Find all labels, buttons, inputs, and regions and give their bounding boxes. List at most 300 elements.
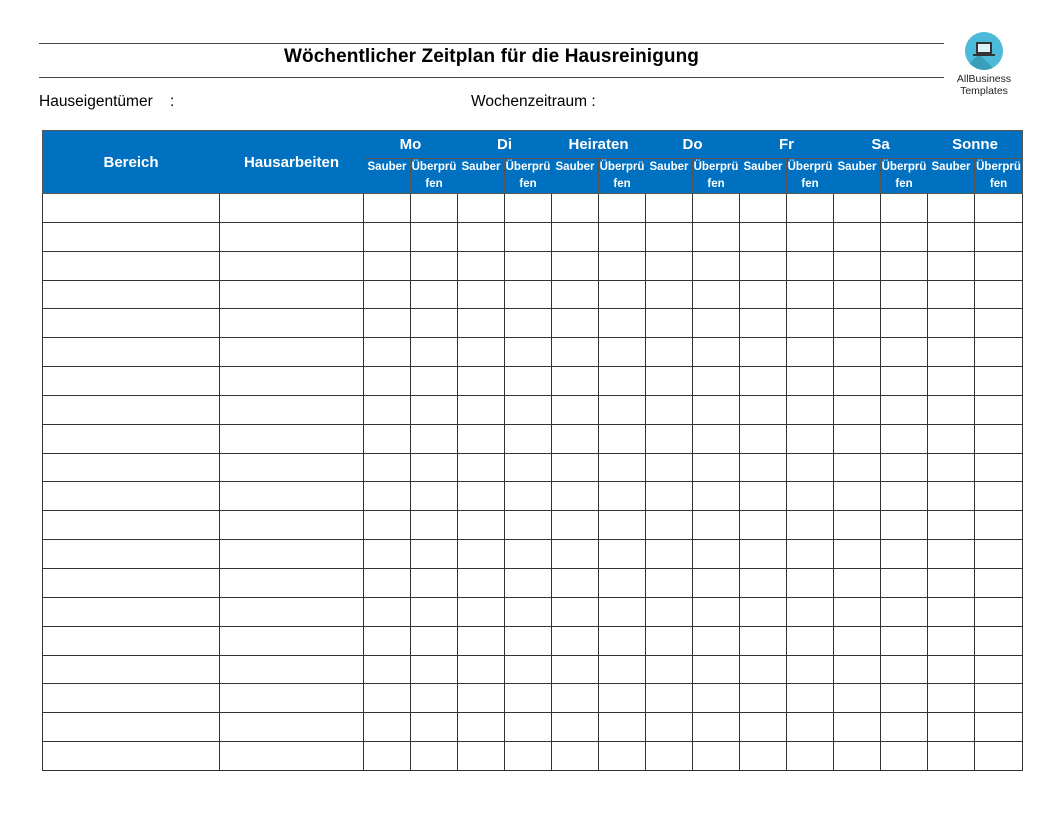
clean-checkbox-cell[interactable] [552, 453, 599, 482]
clean-checkbox-cell[interactable] [646, 684, 693, 713]
chore-cell[interactable] [220, 280, 364, 309]
clean-checkbox-cell[interactable] [458, 742, 505, 771]
check-checkbox-cell[interactable] [693, 655, 740, 684]
clean-checkbox-cell[interactable] [364, 482, 411, 511]
clean-checkbox-cell[interactable] [740, 338, 787, 367]
clean-checkbox-cell[interactable] [552, 568, 599, 597]
check-checkbox-cell[interactable] [693, 626, 740, 655]
check-checkbox-cell[interactable] [599, 395, 646, 424]
clean-checkbox-cell[interactable] [740, 684, 787, 713]
chore-cell[interactable] [220, 626, 364, 655]
clean-checkbox-cell[interactable] [740, 713, 787, 742]
check-checkbox-cell[interactable] [411, 309, 458, 338]
clean-checkbox-cell[interactable] [364, 568, 411, 597]
check-checkbox-cell[interactable] [975, 482, 1023, 511]
check-checkbox-cell[interactable] [881, 597, 928, 626]
check-checkbox-cell[interactable] [787, 222, 834, 251]
check-checkbox-cell[interactable] [599, 222, 646, 251]
check-checkbox-cell[interactable] [693, 482, 740, 511]
check-checkbox-cell[interactable] [881, 280, 928, 309]
clean-checkbox-cell[interactable] [364, 367, 411, 396]
clean-checkbox-cell[interactable] [646, 338, 693, 367]
check-checkbox-cell[interactable] [975, 395, 1023, 424]
clean-checkbox-cell[interactable] [646, 597, 693, 626]
check-checkbox-cell[interactable] [787, 395, 834, 424]
clean-checkbox-cell[interactable] [740, 251, 787, 280]
area-cell[interactable] [43, 568, 220, 597]
check-checkbox-cell[interactable] [411, 222, 458, 251]
check-checkbox-cell[interactable] [787, 713, 834, 742]
check-checkbox-cell[interactable] [881, 568, 928, 597]
check-checkbox-cell[interactable] [693, 597, 740, 626]
check-checkbox-cell[interactable] [881, 395, 928, 424]
chore-cell[interactable] [220, 511, 364, 540]
clean-checkbox-cell[interactable] [834, 742, 881, 771]
clean-checkbox-cell[interactable] [364, 280, 411, 309]
chore-cell[interactable] [220, 597, 364, 626]
clean-checkbox-cell[interactable] [834, 194, 881, 223]
clean-checkbox-cell[interactable] [364, 684, 411, 713]
clean-checkbox-cell[interactable] [458, 655, 505, 684]
area-cell[interactable] [43, 222, 220, 251]
check-checkbox-cell[interactable] [599, 251, 646, 280]
clean-checkbox-cell[interactable] [834, 280, 881, 309]
clean-checkbox-cell[interactable] [834, 597, 881, 626]
check-checkbox-cell[interactable] [787, 655, 834, 684]
check-checkbox-cell[interactable] [693, 222, 740, 251]
clean-checkbox-cell[interactable] [364, 597, 411, 626]
clean-checkbox-cell[interactable] [740, 194, 787, 223]
check-checkbox-cell[interactable] [599, 568, 646, 597]
clean-checkbox-cell[interactable] [364, 395, 411, 424]
check-checkbox-cell[interactable] [505, 338, 552, 367]
clean-checkbox-cell[interactable] [740, 540, 787, 569]
check-checkbox-cell[interactable] [505, 655, 552, 684]
check-checkbox-cell[interactable] [787, 597, 834, 626]
check-checkbox-cell[interactable] [505, 309, 552, 338]
clean-checkbox-cell[interactable] [458, 395, 505, 424]
check-checkbox-cell[interactable] [693, 453, 740, 482]
clean-checkbox-cell[interactable] [740, 655, 787, 684]
check-checkbox-cell[interactable] [599, 482, 646, 511]
check-checkbox-cell[interactable] [411, 280, 458, 309]
check-checkbox-cell[interactable] [411, 597, 458, 626]
check-checkbox-cell[interactable] [693, 568, 740, 597]
check-checkbox-cell[interactable] [599, 713, 646, 742]
clean-checkbox-cell[interactable] [740, 280, 787, 309]
check-checkbox-cell[interactable] [787, 280, 834, 309]
chore-cell[interactable] [220, 684, 364, 713]
check-checkbox-cell[interactable] [599, 742, 646, 771]
check-checkbox-cell[interactable] [505, 194, 552, 223]
check-checkbox-cell[interactable] [599, 540, 646, 569]
check-checkbox-cell[interactable] [693, 684, 740, 713]
clean-checkbox-cell[interactable] [458, 453, 505, 482]
clean-checkbox-cell[interactable] [834, 367, 881, 396]
check-checkbox-cell[interactable] [975, 568, 1023, 597]
check-checkbox-cell[interactable] [881, 194, 928, 223]
clean-checkbox-cell[interactable] [740, 453, 787, 482]
check-checkbox-cell[interactable] [505, 626, 552, 655]
area-cell[interactable] [43, 540, 220, 569]
clean-checkbox-cell[interactable] [552, 280, 599, 309]
check-checkbox-cell[interactable] [787, 309, 834, 338]
clean-checkbox-cell[interactable] [834, 626, 881, 655]
check-checkbox-cell[interactable] [599, 453, 646, 482]
check-checkbox-cell[interactable] [881, 655, 928, 684]
clean-checkbox-cell[interactable] [928, 251, 975, 280]
clean-checkbox-cell[interactable] [928, 222, 975, 251]
check-checkbox-cell[interactable] [975, 338, 1023, 367]
clean-checkbox-cell[interactable] [458, 251, 505, 280]
clean-checkbox-cell[interactable] [834, 655, 881, 684]
clean-checkbox-cell[interactable] [928, 713, 975, 742]
area-cell[interactable] [43, 367, 220, 396]
clean-checkbox-cell[interactable] [364, 309, 411, 338]
check-checkbox-cell[interactable] [411, 540, 458, 569]
check-checkbox-cell[interactable] [975, 713, 1023, 742]
clean-checkbox-cell[interactable] [834, 684, 881, 713]
clean-checkbox-cell[interactable] [552, 251, 599, 280]
check-checkbox-cell[interactable] [787, 511, 834, 540]
clean-checkbox-cell[interactable] [834, 540, 881, 569]
clean-checkbox-cell[interactable] [928, 540, 975, 569]
clean-checkbox-cell[interactable] [646, 453, 693, 482]
clean-checkbox-cell[interactable] [646, 568, 693, 597]
clean-checkbox-cell[interactable] [928, 655, 975, 684]
clean-checkbox-cell[interactable] [646, 713, 693, 742]
clean-checkbox-cell[interactable] [646, 742, 693, 771]
area-cell[interactable] [43, 482, 220, 511]
clean-checkbox-cell[interactable] [646, 511, 693, 540]
check-checkbox-cell[interactable] [975, 251, 1023, 280]
check-checkbox-cell[interactable] [505, 540, 552, 569]
clean-checkbox-cell[interactable] [834, 482, 881, 511]
clean-checkbox-cell[interactable] [928, 482, 975, 511]
check-checkbox-cell[interactable] [975, 222, 1023, 251]
chore-cell[interactable] [220, 742, 364, 771]
check-checkbox-cell[interactable] [787, 251, 834, 280]
chore-cell[interactable] [220, 194, 364, 223]
clean-checkbox-cell[interactable] [458, 713, 505, 742]
clean-checkbox-cell[interactable] [834, 568, 881, 597]
check-checkbox-cell[interactable] [505, 597, 552, 626]
check-checkbox-cell[interactable] [975, 684, 1023, 713]
area-cell[interactable] [43, 684, 220, 713]
clean-checkbox-cell[interactable] [834, 222, 881, 251]
clean-checkbox-cell[interactable] [364, 713, 411, 742]
check-checkbox-cell[interactable] [411, 367, 458, 396]
check-checkbox-cell[interactable] [693, 251, 740, 280]
chore-cell[interactable] [220, 540, 364, 569]
check-checkbox-cell[interactable] [411, 742, 458, 771]
check-checkbox-cell[interactable] [411, 655, 458, 684]
check-checkbox-cell[interactable] [693, 194, 740, 223]
check-checkbox-cell[interactable] [693, 395, 740, 424]
clean-checkbox-cell[interactable] [458, 280, 505, 309]
check-checkbox-cell[interactable] [411, 511, 458, 540]
clean-checkbox-cell[interactable] [834, 424, 881, 453]
check-checkbox-cell[interactable] [505, 424, 552, 453]
clean-checkbox-cell[interactable] [458, 309, 505, 338]
check-checkbox-cell[interactable] [411, 424, 458, 453]
chore-cell[interactable] [220, 568, 364, 597]
check-checkbox-cell[interactable] [975, 540, 1023, 569]
clean-checkbox-cell[interactable] [458, 568, 505, 597]
check-checkbox-cell[interactable] [693, 309, 740, 338]
clean-checkbox-cell[interactable] [364, 222, 411, 251]
check-checkbox-cell[interactable] [881, 453, 928, 482]
check-checkbox-cell[interactable] [411, 338, 458, 367]
chore-cell[interactable] [220, 424, 364, 453]
check-checkbox-cell[interactable] [599, 655, 646, 684]
check-checkbox-cell[interactable] [599, 626, 646, 655]
chore-cell[interactable] [220, 713, 364, 742]
check-checkbox-cell[interactable] [975, 742, 1023, 771]
check-checkbox-cell[interactable] [693, 424, 740, 453]
chore-cell[interactable] [220, 453, 364, 482]
clean-checkbox-cell[interactable] [552, 222, 599, 251]
clean-checkbox-cell[interactable] [364, 655, 411, 684]
check-checkbox-cell[interactable] [881, 511, 928, 540]
check-checkbox-cell[interactable] [693, 713, 740, 742]
check-checkbox-cell[interactable] [881, 626, 928, 655]
check-checkbox-cell[interactable] [787, 742, 834, 771]
clean-checkbox-cell[interactable] [740, 395, 787, 424]
check-checkbox-cell[interactable] [881, 367, 928, 396]
clean-checkbox-cell[interactable] [364, 194, 411, 223]
check-checkbox-cell[interactable] [787, 568, 834, 597]
check-checkbox-cell[interactable] [787, 338, 834, 367]
check-checkbox-cell[interactable] [599, 597, 646, 626]
clean-checkbox-cell[interactable] [928, 280, 975, 309]
check-checkbox-cell[interactable] [787, 684, 834, 713]
clean-checkbox-cell[interactable] [834, 251, 881, 280]
clean-checkbox-cell[interactable] [646, 540, 693, 569]
chore-cell[interactable] [220, 338, 364, 367]
check-checkbox-cell[interactable] [599, 338, 646, 367]
clean-checkbox-cell[interactable] [458, 482, 505, 511]
clean-checkbox-cell[interactable] [834, 713, 881, 742]
area-cell[interactable] [43, 280, 220, 309]
clean-checkbox-cell[interactable] [834, 338, 881, 367]
chore-cell[interactable] [220, 309, 364, 338]
clean-checkbox-cell[interactable] [928, 626, 975, 655]
clean-checkbox-cell[interactable] [552, 367, 599, 396]
check-checkbox-cell[interactable] [411, 626, 458, 655]
check-checkbox-cell[interactable] [505, 742, 552, 771]
clean-checkbox-cell[interactable] [552, 309, 599, 338]
clean-checkbox-cell[interactable] [458, 511, 505, 540]
area-cell[interactable] [43, 511, 220, 540]
check-checkbox-cell[interactable] [599, 684, 646, 713]
clean-checkbox-cell[interactable] [740, 309, 787, 338]
clean-checkbox-cell[interactable] [552, 194, 599, 223]
check-checkbox-cell[interactable] [599, 424, 646, 453]
clean-checkbox-cell[interactable] [740, 626, 787, 655]
clean-checkbox-cell[interactable] [458, 424, 505, 453]
check-checkbox-cell[interactable] [787, 626, 834, 655]
clean-checkbox-cell[interactable] [834, 309, 881, 338]
check-checkbox-cell[interactable] [881, 713, 928, 742]
clean-checkbox-cell[interactable] [364, 540, 411, 569]
clean-checkbox-cell[interactable] [364, 424, 411, 453]
clean-checkbox-cell[interactable] [740, 367, 787, 396]
clean-checkbox-cell[interactable] [646, 222, 693, 251]
check-checkbox-cell[interactable] [881, 251, 928, 280]
clean-checkbox-cell[interactable] [552, 597, 599, 626]
clean-checkbox-cell[interactable] [364, 338, 411, 367]
check-checkbox-cell[interactable] [693, 540, 740, 569]
chore-cell[interactable] [220, 395, 364, 424]
check-checkbox-cell[interactable] [787, 424, 834, 453]
clean-checkbox-cell[interactable] [928, 395, 975, 424]
clean-checkbox-cell[interactable] [646, 251, 693, 280]
area-cell[interactable] [43, 194, 220, 223]
clean-checkbox-cell[interactable] [646, 280, 693, 309]
check-checkbox-cell[interactable] [599, 309, 646, 338]
check-checkbox-cell[interactable] [505, 511, 552, 540]
clean-checkbox-cell[interactable] [364, 742, 411, 771]
clean-checkbox-cell[interactable] [928, 338, 975, 367]
check-checkbox-cell[interactable] [787, 482, 834, 511]
check-checkbox-cell[interactable] [693, 367, 740, 396]
check-checkbox-cell[interactable] [411, 568, 458, 597]
check-checkbox-cell[interactable] [693, 280, 740, 309]
clean-checkbox-cell[interactable] [740, 511, 787, 540]
chore-cell[interactable] [220, 222, 364, 251]
clean-checkbox-cell[interactable] [928, 684, 975, 713]
check-checkbox-cell[interactable] [787, 453, 834, 482]
clean-checkbox-cell[interactable] [928, 309, 975, 338]
chore-cell[interactable] [220, 482, 364, 511]
clean-checkbox-cell[interactable] [928, 453, 975, 482]
clean-checkbox-cell[interactable] [458, 222, 505, 251]
clean-checkbox-cell[interactable] [552, 540, 599, 569]
clean-checkbox-cell[interactable] [928, 367, 975, 396]
area-cell[interactable] [43, 626, 220, 655]
check-checkbox-cell[interactable] [505, 367, 552, 396]
clean-checkbox-cell[interactable] [458, 597, 505, 626]
check-checkbox-cell[interactable] [411, 482, 458, 511]
check-checkbox-cell[interactable] [881, 684, 928, 713]
clean-checkbox-cell[interactable] [646, 395, 693, 424]
clean-checkbox-cell[interactable] [364, 511, 411, 540]
clean-checkbox-cell[interactable] [552, 684, 599, 713]
clean-checkbox-cell[interactable] [458, 540, 505, 569]
clean-checkbox-cell[interactable] [928, 568, 975, 597]
check-checkbox-cell[interactable] [975, 309, 1023, 338]
clean-checkbox-cell[interactable] [458, 626, 505, 655]
clean-checkbox-cell[interactable] [552, 713, 599, 742]
clean-checkbox-cell[interactable] [646, 482, 693, 511]
clean-checkbox-cell[interactable] [552, 482, 599, 511]
check-checkbox-cell[interactable] [787, 540, 834, 569]
check-checkbox-cell[interactable] [881, 309, 928, 338]
clean-checkbox-cell[interactable] [834, 453, 881, 482]
clean-checkbox-cell[interactable] [834, 511, 881, 540]
check-checkbox-cell[interactable] [975, 453, 1023, 482]
check-checkbox-cell[interactable] [599, 194, 646, 223]
clean-checkbox-cell[interactable] [364, 626, 411, 655]
check-checkbox-cell[interactable] [975, 280, 1023, 309]
check-checkbox-cell[interactable] [975, 626, 1023, 655]
clean-checkbox-cell[interactable] [740, 597, 787, 626]
clean-checkbox-cell[interactable] [552, 655, 599, 684]
clean-checkbox-cell[interactable] [740, 222, 787, 251]
area-cell[interactable] [43, 424, 220, 453]
clean-checkbox-cell[interactable] [740, 568, 787, 597]
chore-cell[interactable] [220, 367, 364, 396]
clean-checkbox-cell[interactable] [646, 655, 693, 684]
check-checkbox-cell[interactable] [975, 655, 1023, 684]
check-checkbox-cell[interactable] [505, 684, 552, 713]
clean-checkbox-cell[interactable] [458, 194, 505, 223]
clean-checkbox-cell[interactable] [928, 424, 975, 453]
check-checkbox-cell[interactable] [505, 222, 552, 251]
check-checkbox-cell[interactable] [881, 222, 928, 251]
clean-checkbox-cell[interactable] [740, 742, 787, 771]
clean-checkbox-cell[interactable] [928, 511, 975, 540]
clean-checkbox-cell[interactable] [458, 338, 505, 367]
check-checkbox-cell[interactable] [881, 424, 928, 453]
check-checkbox-cell[interactable] [505, 482, 552, 511]
chore-cell[interactable] [220, 655, 364, 684]
clean-checkbox-cell[interactable] [646, 309, 693, 338]
clean-checkbox-cell[interactable] [740, 424, 787, 453]
check-checkbox-cell[interactable] [787, 367, 834, 396]
area-cell[interactable] [43, 597, 220, 626]
clean-checkbox-cell[interactable] [552, 626, 599, 655]
clean-checkbox-cell[interactable] [458, 367, 505, 396]
clean-checkbox-cell[interactable] [552, 742, 599, 771]
area-cell[interactable] [43, 309, 220, 338]
check-checkbox-cell[interactable] [787, 194, 834, 223]
check-checkbox-cell[interactable] [505, 395, 552, 424]
clean-checkbox-cell[interactable] [928, 742, 975, 771]
check-checkbox-cell[interactable] [505, 251, 552, 280]
check-checkbox-cell[interactable] [693, 338, 740, 367]
clean-checkbox-cell[interactable] [458, 684, 505, 713]
clean-checkbox-cell[interactable] [552, 338, 599, 367]
area-cell[interactable] [43, 655, 220, 684]
clean-checkbox-cell[interactable] [364, 453, 411, 482]
check-checkbox-cell[interactable] [411, 684, 458, 713]
clean-checkbox-cell[interactable] [646, 626, 693, 655]
clean-checkbox-cell[interactable] [364, 251, 411, 280]
clean-checkbox-cell[interactable] [552, 511, 599, 540]
check-checkbox-cell[interactable] [881, 742, 928, 771]
check-checkbox-cell[interactable] [599, 511, 646, 540]
check-checkbox-cell[interactable] [975, 194, 1023, 223]
clean-checkbox-cell[interactable] [646, 367, 693, 396]
check-checkbox-cell[interactable] [411, 713, 458, 742]
check-checkbox-cell[interactable] [881, 482, 928, 511]
area-cell[interactable] [43, 713, 220, 742]
clean-checkbox-cell[interactable] [928, 194, 975, 223]
check-checkbox-cell[interactable] [599, 280, 646, 309]
check-checkbox-cell[interactable] [975, 367, 1023, 396]
check-checkbox-cell[interactable] [411, 395, 458, 424]
check-checkbox-cell[interactable] [693, 511, 740, 540]
check-checkbox-cell[interactable] [505, 280, 552, 309]
check-checkbox-cell[interactable] [975, 424, 1023, 453]
check-checkbox-cell[interactable] [411, 453, 458, 482]
clean-checkbox-cell[interactable] [740, 482, 787, 511]
area-cell[interactable] [43, 251, 220, 280]
area-cell[interactable] [43, 395, 220, 424]
check-checkbox-cell[interactable] [411, 194, 458, 223]
